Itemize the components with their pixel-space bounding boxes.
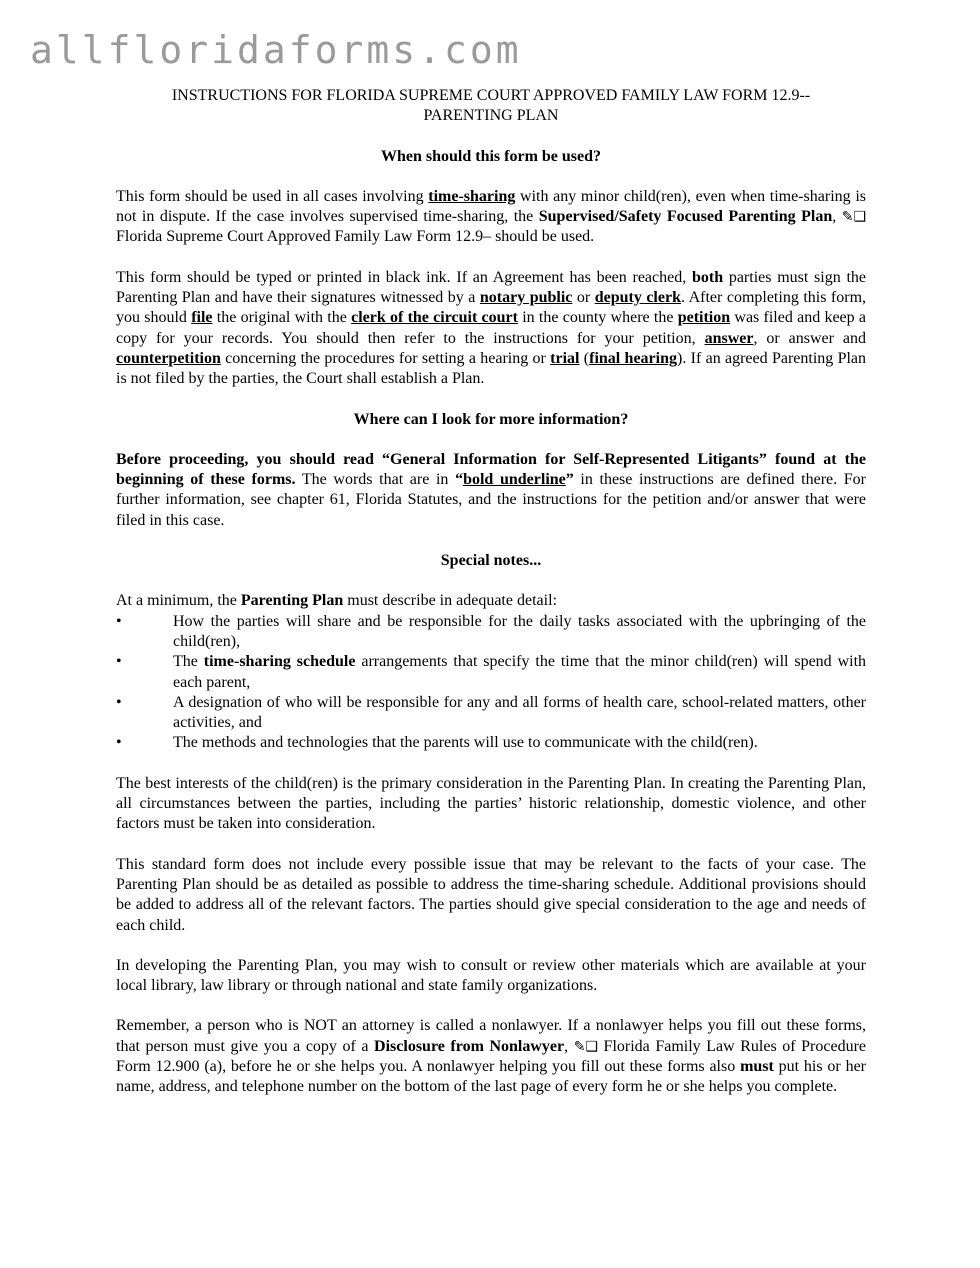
requirements-list	[116, 612, 866, 754]
best-interests-paragraph: The best interests of the child(ren) is the primary consideration in the Parenting Plan. In creating the Parenting Plan, all circumstances between the parties, including the parties’ historic relationship, domestic violence, and other factors must be taken into consideration.	[116, 774, 866, 833]
term-supervised-plan: Supervised/Safety Focused Parenting Plan	[538, 208, 833, 226]
form-reference-icon: ✎❑	[573, 1038, 598, 1055]
bullet-marker: •	[116, 693, 122, 711]
term-final-hearing: final hearing	[589, 349, 677, 367]
title-line-2: PARENTING PLAN	[423, 107, 559, 125]
nonlawyer-paragraph: Remember, a person who is NOT an attorney is called a nonlawyer. If a nonlawyer helps you fill out these forms, that person must give you a copy of a Disclosure from Nonlawyer, ✎❑ Florida Family Law Rules of Procedure Form 12.900 (a), before he or she helps you. A nonlawyer helping you fill out these forms also must put his or her name, address, and telephone number on the bottom of the last page of every form he or she helps you complete.	[116, 1017, 867, 1096]
term-file: file	[191, 309, 213, 327]
notes-heading: Special notes...	[440, 552, 542, 570]
list-item: • The methods and technologies that the parents will use to communicate with the child(ren).	[116, 733, 866, 753]
term-trial: trial	[550, 349, 580, 367]
information-paragraph: Before proceeding, you should read “General Information for Self-Represented Litigants” found at the beginning of these forms. The words that are in “bold underline” in these instructions are defined there. For further information, see chapter 61, Florida Statutes, and the instructions for the petition and/or answer that were filed in this case.	[116, 450, 867, 529]
where-heading: Where can I look for more information?	[353, 410, 629, 428]
title-line-1: INSTRUCTIONS FOR FLORIDA SUPREME COURT APPROVED FAMILY LAW FORM 12.9--	[171, 87, 811, 104]
term-time-sharing: time-sharing	[428, 187, 516, 205]
list-item: • The time-sharing schedule arrangements that specify the time that the minor child(ren) will spend with each parent,	[116, 653, 867, 691]
site-watermark: allfloridaforms.com	[30, 28, 522, 72]
term-petition: petition	[677, 309, 731, 327]
term-clerk-circuit-court: clerk of the circuit court	[351, 309, 518, 327]
term-notary-public: notary public	[479, 289, 573, 307]
standard-form-paragraph: This standard form does not include every possible issue that may be relevant to the facts of your case. The Parenting Plan should be as detailed as possible to address the time-sharing schedule. Additional provisions should be added to address all of the relevant factors. The parties should give special consideration to the age and needs of each child.	[116, 855, 866, 934]
term-bold-underline: bold underline	[463, 471, 566, 489]
list-item: • How the parties will share and be responsible for the daily tasks associated with the upbringing of the child(ren),	[116, 612, 866, 650]
when-heading: When should this form be used?	[380, 147, 602, 165]
instructions-document	[116, 86, 866, 1098]
bullet-marker: •	[116, 612, 122, 630]
term-disclosure-nonlawyer: Disclosure from Nonlawyer	[374, 1037, 565, 1055]
list-item: • A designation of who will be responsible for any and all forms of health care, school-related matters, other activities, and	[116, 693, 866, 732]
usage-paragraph: This form should be used in all cases involving time-sharing with any minor child(ren), even when time-sharing is not in dispute. If the case involves supervised time-sharing, the Supervised/Safety Focused Parenting Plan, ✎❑ Florida Supreme Court Approved Family Law Form 12.9– should be used.	[116, 187, 867, 246]
filing-paragraph: This form should be typed or printed in black ink. If an Agreement has been reached, both parties must sign the Parenting Plan and have their signatures witnessed by a notary public or deputy clerk. After completing this form, you should file the original with the clerk of the circuit court in the county where the petition was filed and keep a copy for your records. You should then refer to the instructions for your petition, answer, or answer and counterpetition concerning the procedures for setting a hearing or trial (final hearing). If an agreed Parenting Plan is not filed by the parties, the Court shall establish a Plan.	[116, 268, 867, 388]
materials-paragraph: In developing the Parenting Plan, you may wish to consult or review other materials which are available at your local library, law library or through national and state family organizations.	[116, 956, 866, 995]
bullet-marker: •	[116, 734, 122, 752]
minimum-paragraph: At a minimum, the Parenting Plan must describe in adequate detail:	[116, 592, 557, 610]
term-deputy-clerk: deputy clerk	[594, 289, 681, 307]
term-answer: answer	[704, 329, 754, 347]
form-reference-icon: ✎❑	[841, 209, 867, 226]
term-counterpetition: counterpetition	[116, 349, 221, 367]
bullet-marker: •	[116, 653, 122, 671]
document-title	[116, 86, 866, 127]
